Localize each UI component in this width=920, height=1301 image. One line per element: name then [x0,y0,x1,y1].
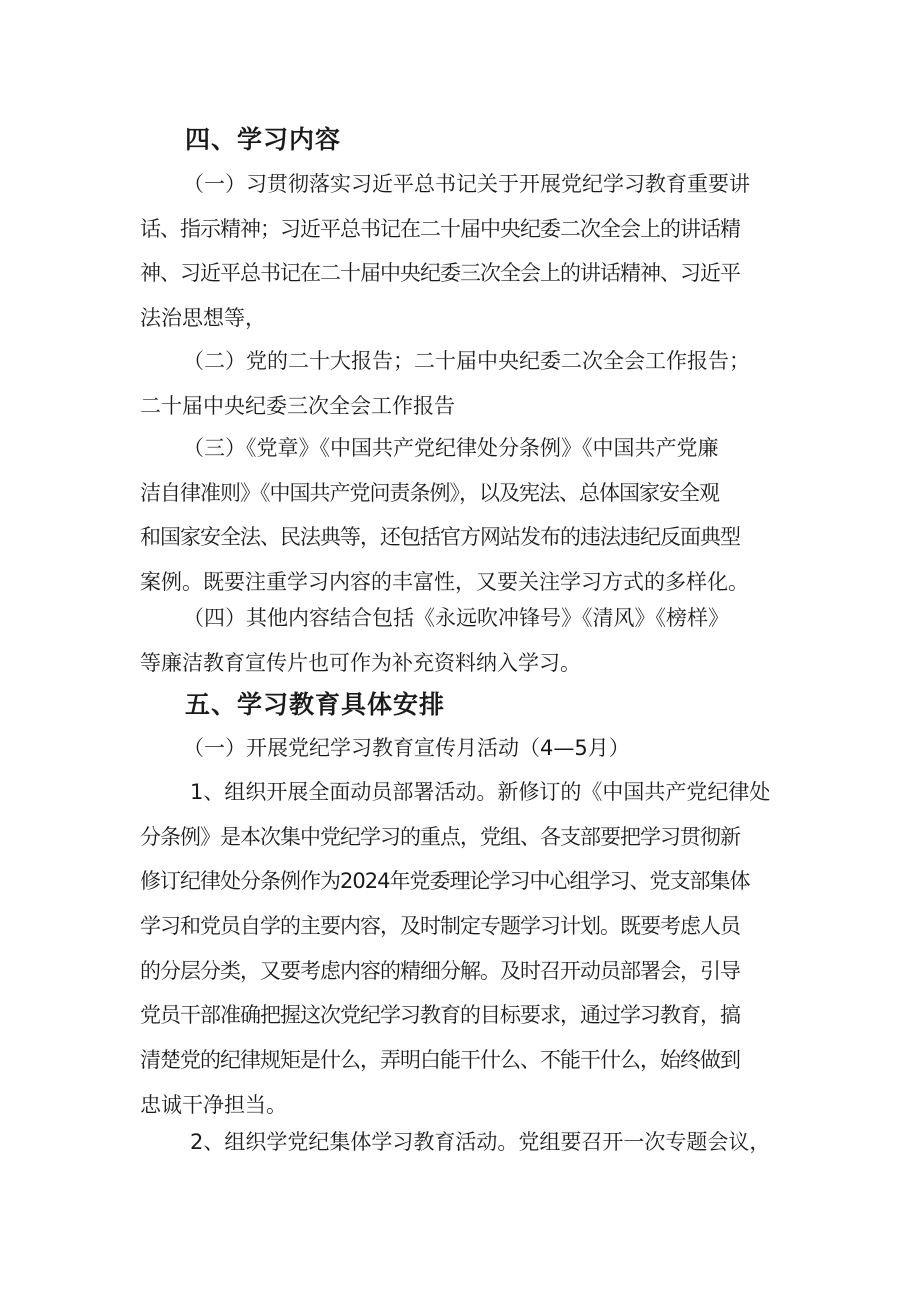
text-line: 修订纪律处分条例作为2024年党委理论学习中心组学习、党支部集体 [140,869,750,894]
text-line: 忠诚干净担当。 [140,1092,287,1117]
section-4-item-4 [140,596,800,685]
text-line: 分条例》是本次集中党纪学习的重点，党组、各支部要把学习贯彻新 [140,824,740,849]
text-line: 学习和党员自学的主要内容，及时制定专题学习计划。既要考虑人员 [140,914,740,939]
text-line: 2、组织学党纪集体学习教育活动。党组要召开一次专题会议， [190,1130,771,1154]
text-line: 清楚党的纪律规矩是什么，弄明白能干什么、不能干什么，始终做到 [140,1048,740,1073]
text-line: 法治思想等， [140,306,266,331]
section-5-heading: 五、学习教育具体安排 [185,690,446,719]
text-line: 神、习近平总书记在二十届中央纪委三次全会上的讲话精神、习近平 [140,261,740,286]
section-5-subheading [140,726,800,771]
text-line: 话、指示精神；习近平总书记在二十届中央纪委二次全会上的讲话精 [140,216,740,241]
text-line: 二十届中央纪委三次全会工作报告 [140,393,455,418]
text-line: （三）《党章》《中国共产党纪律处分条例》《中国共产党廉 [183,436,719,460]
text-line: 的分层分类，又要考虑内容的精细分解。及时召开动员部署会，引导 [140,958,740,983]
section-5-item-1 [140,770,800,1128]
section-4-item-1 [140,162,800,341]
subheading-text: （一）开展党纪学习教育宣传月活动（4—5月） [183,736,630,760]
text-line: 和国家安全法、民法典等，还包括官方网站发布的违法违纪反面典型 [140,525,740,550]
section-4-item-2 [140,339,800,428]
section-4-item-3 [140,426,800,605]
text-line: （四）其他内容结合包括《永远吹冲锋号》《清风》《榜样》 [183,606,729,630]
text-line: （一）习贯彻落实习近平总书记关于开展党纪学习教育重要讲 [183,172,750,196]
section-4-heading: 四、学习内容 [185,125,342,154]
text-line: 案例。既要注重学习内容的丰富性，又要关注学习方式的多样化。 [140,570,749,595]
text-line: 洁自律准则》《中国共产党问责条例》，以及宪法、总体国家安全观 [140,480,719,505]
text-line: 1、组织开展全面动员部署活动。新修订的《中国共产党纪律处 [190,780,771,804]
text-line: 等廉洁教育宣传片也可作为补充资料纳入学习。 [140,650,581,675]
section-5-item-2 [140,1120,800,1165]
text-line: 党员干部准确把握这次党纪学习教育的目标要求，通过学习教育，搞 [140,1003,740,1028]
text-line: （二）党的二十大报告；二十届中央纪委二次全会工作报告； [183,349,750,373]
